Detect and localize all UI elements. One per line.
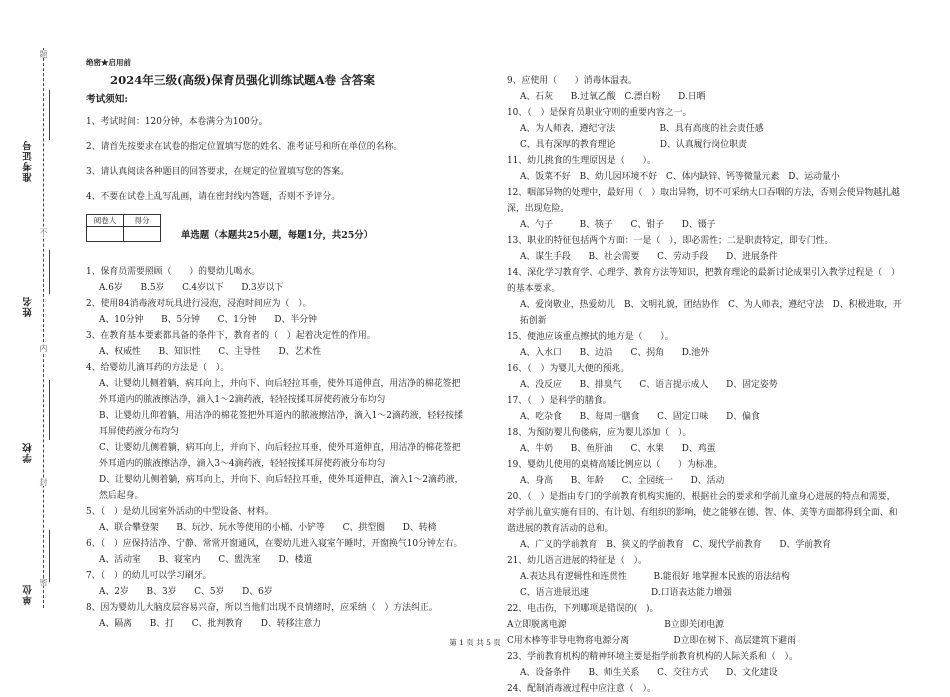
seal-line xyxy=(43,48,44,608)
grader-cell[interactable] xyxy=(87,227,124,242)
name-label: 姓名 xyxy=(23,296,34,317)
question-list xyxy=(86,264,466,632)
question-text: 7、（ ）的幼儿可以学习刷牙。 xyxy=(86,571,212,581)
school-label: 学校 xyxy=(23,442,34,463)
question-text: 24、配制消毒液过程中应注意（ ）。 xyxy=(507,684,656,694)
notice-item: 1、考试时间：120分钟，本卷满分为100分。 xyxy=(86,117,268,127)
notice-item: 3、请认真阅读各种题目的回答要求，在规定的位置填写您的答案。 xyxy=(86,167,350,177)
question-text: 11、幼儿挑食的生理原因是（ ）。 xyxy=(507,156,656,166)
answer-options: A、设备条件 B、师生关系 C、交往方式 D、文化建设 xyxy=(520,668,778,678)
question-text: 15、便池应该重点擦拭的地方是（ ）。 xyxy=(507,332,674,342)
school-field[interactable] xyxy=(49,380,50,440)
answer-options: A、牛奶 B、鱼肝油 C、水果 D、鸡蛋 xyxy=(520,444,716,454)
question-text: 5、（ ）是幼儿园室外活动的中型设备、材料。 xyxy=(86,507,274,517)
question-text: 17、（ ）是科学的膳食。 xyxy=(507,396,612,406)
answer-options: A、10分钟 B、5分钟 C、1分钟 D、半分钟 xyxy=(99,315,318,325)
seal-char: 内 xyxy=(39,344,48,352)
answer-options: A.6岁 B.5岁 C.4岁以下 D.3岁以下 xyxy=(99,283,284,293)
score-header: 得分 xyxy=(124,215,161,227)
answer-options: A、广义的学前教育 B、狭义的学前教育 C、现代学前教育 D、学前教育 xyxy=(520,540,831,550)
answer-options: C、语言进展迅速 D.口语表达能力增强 xyxy=(520,588,732,598)
question-text: 8、因为婴幼儿大脑皮层容易兴奋，所以当他们出现不良情绪时，应采纳（ ）方法纠正。 xyxy=(86,603,438,613)
name-field[interactable] xyxy=(49,250,50,294)
question-text: 23、学前教育机构的精神环境主要是指学前教育机构的人际关系和（ ）。 xyxy=(507,652,798,662)
question-text: 9、应使用（ ）消毒体温表。 xyxy=(507,76,637,86)
seal-char: 不 xyxy=(39,228,48,236)
answer-options: A立即脱离电源 B立即关闭电源 xyxy=(507,620,725,630)
seal-char: 密 xyxy=(39,578,48,586)
notice-heading: 考试须知: xyxy=(86,94,128,105)
unit-field[interactable] xyxy=(49,530,50,582)
exam-id-field[interactable] xyxy=(49,90,50,140)
answer-options: A、勺子 B、筷子 C、钳子 D、镊子 xyxy=(520,220,716,230)
question-text: 16、（ ）为婴儿大便的预兆。 xyxy=(507,364,630,374)
answer-options: A、身高 B、年龄 C、全园统一 D、活动 xyxy=(520,476,725,486)
answer-options: A、饭菜不好 B、幼儿园环境不好 C、体内缺锌、钙等微量元素 D、运动量小 xyxy=(520,172,840,182)
question-list xyxy=(507,73,902,697)
answer-option: A、爱岗敬业，热爱幼儿 B、文明礼貌，团结协作 C、为人师表，遵纪守法 D、积极进取，开拓创新 xyxy=(520,300,902,326)
score-table xyxy=(86,214,161,242)
question-text: 14、深化学习教育学、心理学、教育方法等知识，把教育理论的最新讨论成果引入教学过程是（ ）的基本要求。 xyxy=(507,268,900,294)
answer-options: C、具有深厚的教育理论 D、认真履行岗位职责 xyxy=(520,140,747,150)
answer-options: A、权威性 B、知识性 C、主导性 D、艺术性 xyxy=(99,347,322,357)
answer-option: B、让婴幼儿仰着躺，用洁净的棉花签把外耳道内的脓液擦洁净，滴入1～2滴药液，轻轻按揉耳屏使药液分布均匀 xyxy=(99,411,463,437)
question-text: 18、为预防婴儿佝偻病，应为婴儿添加（ ）。 xyxy=(507,428,692,438)
binding-margin xyxy=(0,0,62,671)
secret-mark: 绝密★启用前 xyxy=(86,58,131,67)
question-text: 21、幼儿语言进展的特征是（ ）。 xyxy=(507,556,647,566)
section-title: 单选题（本题共25小题，每题1分，共25分） xyxy=(181,230,373,241)
right-column xyxy=(507,73,902,697)
answer-options: A、没反应 B、排臭气 C、语言提示成人 D、固定姿势 xyxy=(520,380,778,390)
question-text: 6、（ ）应保持洁净、宁静、常常开窗通风，在婴幼儿进入寝室午睡时，开窗换气10分钟左右。 xyxy=(86,539,463,549)
exam-id-label: 准考证号 xyxy=(23,140,34,182)
answer-options: A、2岁 B、3岁 C、5岁 D、6岁 xyxy=(99,587,273,597)
answer-options: A、石灰 B.过氧乙酸 C.漂白粉 D.日晒 xyxy=(520,92,706,102)
question-text: 20、（ ）是指由专门的学前教育机构实施的，根据社会的要求和学前儿童身心进展的特点和需要，对学前儿童实施有目的、有计划、有组织的影响，使之能够在德、智、体、美等方面都得到全面、和谐进展的教育活动的总和。 xyxy=(507,492,898,534)
left-column xyxy=(86,57,466,632)
answer-options: A.表达具有逻辑性和连贯性 B.能很好 地掌握本民族的语法结构 xyxy=(520,572,790,582)
answer-option: D、让婴幼儿侧着躺，病耳向上，并向下、向后轻拉耳垂，使外耳道伸直，滴入1～2滴药液，然后起身。 xyxy=(99,475,464,501)
seal-char: 封 xyxy=(39,478,48,486)
question-text: 10、（ ）是保育员职业守则的重要内容之一。 xyxy=(507,108,692,118)
question-text: 1、保育员需要照顾（ ）的婴幼儿喝水。 xyxy=(86,267,261,277)
question-text: 22、电击伤，下列哪项是错误的( )。 xyxy=(507,604,659,614)
exam-title: 2024年三级(高级)保育员强化训练试题A卷 含答案 xyxy=(110,73,375,87)
question-text: 2、使用84消毒液对玩具进行浸泡，浸泡时间应为（ ）。 xyxy=(86,299,312,309)
seal-char: 题 xyxy=(39,50,48,58)
answer-options: A、谋生手段 B、社会需要 C、劳动手段 D、进展条件 xyxy=(520,252,778,262)
answer-options: A、入水口 B、边沿 C、拐角 D.池外 xyxy=(520,348,710,358)
notice-item: 2、请首先按要求在试卷的指定位置填写您的姓名、准考证号和所在单位的名称。 xyxy=(86,142,403,152)
score-cell[interactable] xyxy=(124,227,161,242)
answer-options: A、活动室 B、寝室内 C、盥洗室 D、楼道 xyxy=(99,555,313,565)
question-text: 13、职业的特征包括两个方面：一是（ ），即必需性；二是职责特定，即专门性。 xyxy=(507,236,834,246)
score-section xyxy=(86,214,466,244)
answer-options: A、联合攀登架 B、玩沙、玩水等使用的小桶、小铲等 C、拱型圈 D、转椅 xyxy=(99,523,437,533)
unit-label: 单位 xyxy=(23,584,34,605)
answer-options: A、为人师表，遵纪守法 B、具有高度的社会责任感 xyxy=(520,124,764,134)
answer-options: C用木棒等非导电物将电源分离 D立即在树下、高层建筑下避雨 xyxy=(507,636,797,646)
question-text: 19、婴幼儿使用的桌椅高矮比例应以（ ）为标准。 xyxy=(507,460,723,470)
question-text: 3、在教育基本要素都具备的条件下，教育者的（ ）起着决定性的作用。 xyxy=(86,331,376,341)
answer-option: C、让婴幼儿侧着躺，病耳向上，并向下、向后轻拉耳垂，使外耳道伸直，用洁净的棉花签把外耳道内的脓液擦洁净，滴入3～4滴药液，轻轻按揉耳屏使药液分布均匀 xyxy=(99,443,461,469)
question-text: 4、给婴幼儿滴耳药的方法是（ ）。 xyxy=(86,363,230,373)
answer-options: A、隔离 B、打 C、批判教育 D、转移注意力 xyxy=(99,619,322,629)
answer-option: A、让婴幼儿侧着躺，病耳向上，并向下、向后轻拉耳垂，使外耳道伸直，用洁净的棉花签把外耳道内的脓液擦洁净，滴入1～2滴药液，轻轻按揉耳屏使药液分布均匀 xyxy=(99,379,461,405)
page-footer: 第 1 页 共 5 页 xyxy=(449,638,501,647)
notice-item: 4、不要在试卷上乱写乱画，请在密封线内答题，否则不予评分。 xyxy=(86,192,341,202)
question-text: 12、咽部异物的处理中，最好用（ ）取出异物，切不可采纳大口吞咽的方法，否则会使异物越扎越深，出现危险。 xyxy=(507,188,900,214)
answer-options: A、吃杂食 B、每周一膳食 C、固定口味 D、偏食 xyxy=(520,412,760,422)
grader-header: 阅卷人 xyxy=(87,215,124,227)
